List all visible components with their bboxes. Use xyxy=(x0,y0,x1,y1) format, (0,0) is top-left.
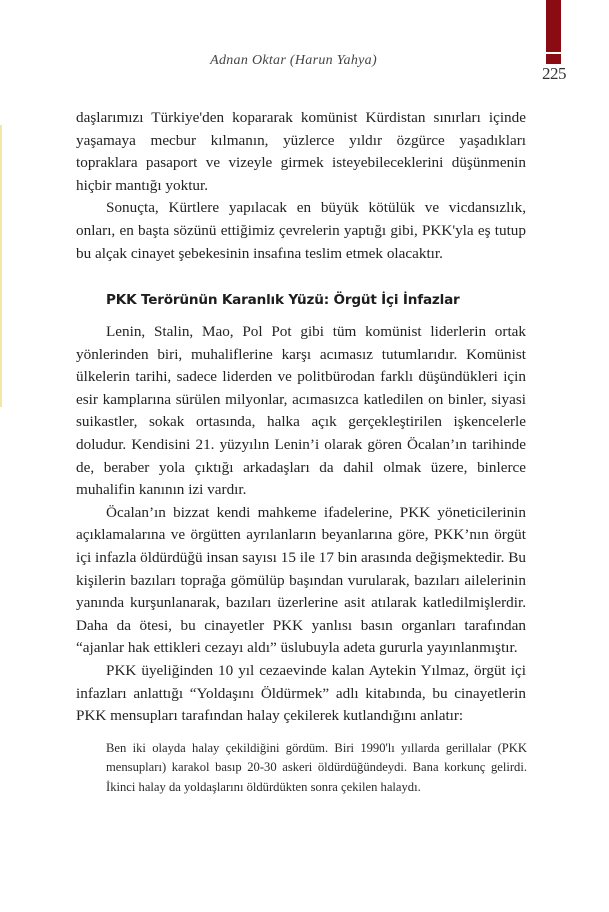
quote-text: Ben iki olayda halay çekildiğini gördüm. Biri 1990'lı yıllarda gerillalar (PKK mensupları) karakol basıp 20-30 askeri öldürdüğündeydi. Bana korkunç gelirdi. İkinci halay da yoldaşlarını öldürdükten sonra çekilen halaydı. xyxy=(106,741,527,794)
chapter-tab-marker xyxy=(546,0,561,52)
page-edge-mark xyxy=(0,125,2,407)
page-number: 225 xyxy=(542,64,566,83)
running-header-title: Adnan Oktar (Harun Yahya) xyxy=(210,53,377,68)
paragraph: PKK üyeliğinden 10 yıl cezaevinde kalan Aytekin Yılmaz, örgüt içi infazları anlattığı “Yoldaşını Öldürmek” adlı kitabında, bu cinayetlerin PKK mensupları tarafından halay çekilerek kutlandığını anlatır: xyxy=(76,661,526,725)
paragraph: Sonuçta, Kürtlere yapılacak en büyük kötülük ve vicdansızlık, onları, en başta sözünü ettiğimiz çevrelerin yaptığı gibi, PKK'yla eş tutup bu alçak cinayet şebekesinin insafına teslim etmek olacaktır. xyxy=(76,199,526,262)
paragraph: Lenin, Stalin, Mao, Pol Pot gibi tüm komünist liderlerin ortak yönlerinden biri, muhaliflerine karşı acımasız tutumlarıdır. Komünist ülkelerin tarihi, sadece liderden ve politbürodan farklı düşündükleri için esir kamplarına sürülen milyonlar, acımasızca katledilen on binler, siyasi suikastler, sokak ortasında, halka açık gerçekleştirilen işkencelerle doludur. Kendisini 21. yüzyılın Lenin’i olarak gören Öcalan’ın tarihinde de, beraber yola çıktığı arkadaşları da dahil olmak üzere, binlerce muhalifin kanının izi vardır. xyxy=(76,323,526,499)
paragraph-continuation: daşlarımızı Türkiye'den kopararak komünist Kürdistan sınırları içinde yaşamaya mecbur kılmanın, yüzlerce yıldır özgürce yaşadıkları topraklara pasaport ve vizeyle girmek isteyebileceklerini düşünmenin hiçbir mantığı yoktur. xyxy=(76,109,526,194)
paragraph: Öcalan’ın bizzat kendi mahkeme ifadelerine, PKK yöneticilerinin açıklamalarına ve örgütten ayrılanların beyanlarına göre, PKK’nın örgüt içi infazla öldürdüğü insan sayısı 15 ile 17 bin arasında değişmektedir. Bu kişilerin bazıları toprağa gömülüp başından vurularak, bazıları ailelerinin yanında kurşunlanarak, bazıları üzerlerine asit atılarak katledilmişlerdir. Daha da ötesi, bu cinayetler PKK yanlısı basın organları tarafından “ajanlar hak ettikleri cezayı aldı” üslubuyla adeta gururla yayınlanmıştır. xyxy=(76,503,526,657)
body-section-1 xyxy=(76,107,526,265)
block-quote xyxy=(106,739,527,797)
body-section-2 xyxy=(76,321,526,728)
section-heading: PKK Terörünün Karanlık Yüzü: Örgüt İçi İnfazlar xyxy=(106,292,460,308)
